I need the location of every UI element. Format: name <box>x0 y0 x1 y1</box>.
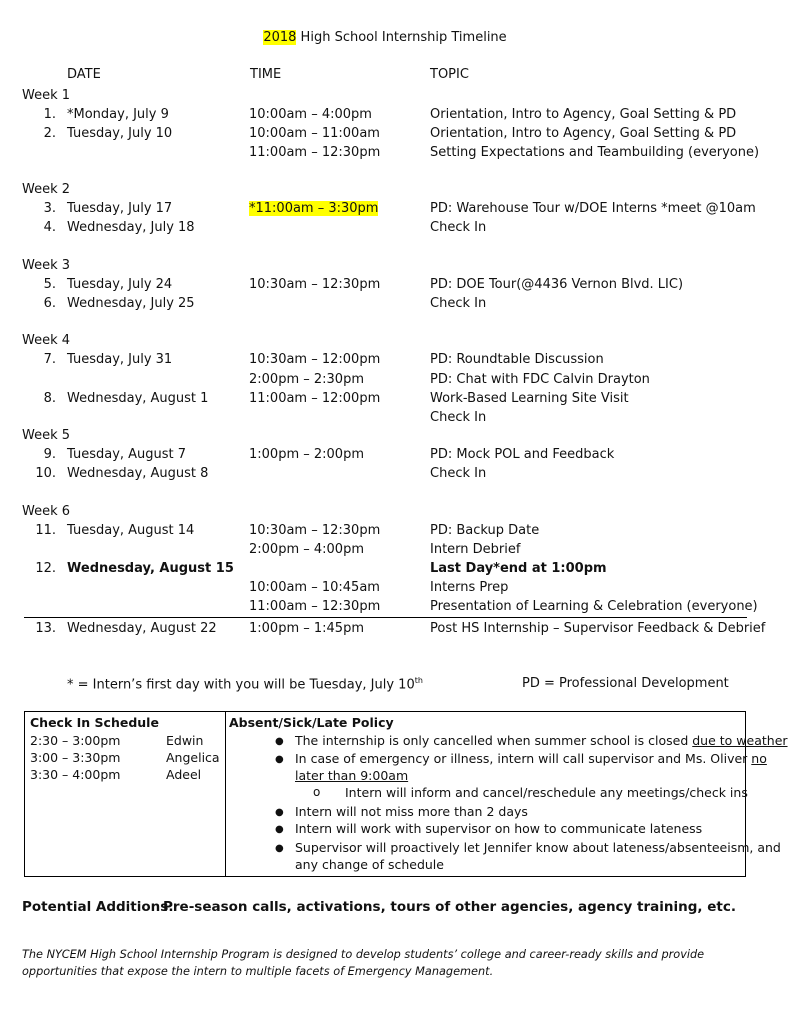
row-time: 2:00pm – 4:00pm <box>249 542 364 557</box>
row-topic: Intern Debrief <box>430 542 521 557</box>
page-title <box>0 30 770 45</box>
header-time: TIME <box>250 67 282 82</box>
week-label: Week 4 <box>22 333 71 348</box>
row-date: Tuesday, August 7 <box>67 447 187 462</box>
row-date: Tuesday, July 31 <box>67 352 173 367</box>
bullet-icon: ● <box>275 843 284 854</box>
row-date: Wednesday, August 8 <box>67 466 209 481</box>
row-number: 2. <box>43 126 56 141</box>
schedule-row <box>0 277 770 296</box>
policy-item-cont: any change of schedule <box>295 857 444 872</box>
policy-underline: later than 9:00am <box>295 768 409 783</box>
schedule-row <box>0 561 770 580</box>
checkin-name: Angelica <box>166 750 220 765</box>
schedule-row <box>0 107 770 126</box>
checkin-name: Adeel <box>166 767 202 782</box>
policy-item <box>295 733 788 748</box>
schedule-row <box>0 523 770 542</box>
row-time-highlighted: *11:00am – 3:30pm <box>249 201 379 216</box>
row-topic: PD: DOE Tour(@4436 Vernon Blvd. LIC) <box>430 277 684 292</box>
divider-line <box>24 617 747 618</box>
row-number: 6. <box>43 296 56 311</box>
footnote-text: * = Intern’s first day with you will be Tuesday, July 10 <box>67 677 415 693</box>
row-time: 10:30am – 12:30pm <box>249 523 381 538</box>
schedule-row <box>0 145 770 164</box>
checkin-time: 3:00 – 3:30pm <box>30 750 121 765</box>
row-time: 11:00am – 12:00pm <box>249 391 381 406</box>
footnote-sup: th <box>414 676 423 685</box>
bullet-icon: ● <box>275 754 284 765</box>
schedule-row <box>0 201 770 220</box>
row-date: Wednesday, August 22 <box>67 621 217 636</box>
row-time: 10:00am – 10:45am <box>249 580 380 595</box>
row-topic: Orientation, Intro to Agency, Goal Setting & PD <box>430 126 737 141</box>
row-topic: Check In <box>430 466 487 481</box>
schedule-row <box>0 466 770 485</box>
sub-bullet-icon: o <box>313 785 321 799</box>
week-label: Week 2 <box>22 182 71 197</box>
row-number: 7. <box>43 352 56 367</box>
row-number: 13. <box>35 621 56 636</box>
row-topic: Post HS Internship – Supervisor Feedback & Debrief <box>430 621 766 636</box>
row-topic: Check In <box>430 296 487 311</box>
policy-item: Intern will work with supervisor on how to communicate lateness <box>295 821 703 836</box>
row-date: Tuesday, July 24 <box>67 277 173 292</box>
row-time: 10:00am – 4:00pm <box>249 107 372 122</box>
schedule-row <box>0 580 770 599</box>
row-topic: PD: Warehouse Tour w/DOE Interns *meet @10am <box>430 201 756 216</box>
row-time: 11:00am – 12:30pm <box>249 599 381 614</box>
row-topic: PD: Mock POL and Feedback <box>430 447 615 462</box>
schedule-row <box>0 542 770 561</box>
row-topic: Setting Expectations and Teambuilding (everyone) <box>430 145 760 160</box>
row-topic: Interns Prep <box>430 580 509 595</box>
schedule-row <box>0 621 770 640</box>
week-label: Week 3 <box>22 258 71 273</box>
policy-title: Absent/Sick/Late Policy <box>229 715 394 730</box>
row-date: Wednesday, July 25 <box>67 296 195 311</box>
week-label: Week 6 <box>22 504 71 519</box>
row-number: 12. <box>35 561 56 576</box>
policy-item: Intern will not miss more than 2 days <box>295 804 528 819</box>
program-mission: The NYCEM High School Internship Program is designed to develop students’ college and career-ready skills and provide opportunities that expose the intern to multiple facets of Emergency Management. <box>22 948 705 978</box>
bullet-icon: ● <box>275 736 284 747</box>
row-time: 10:30am – 12:30pm <box>249 277 381 292</box>
row-date: Wednesday, August 1 <box>67 391 209 406</box>
week-label: Week 1 <box>22 88 71 103</box>
first-day-footnote <box>67 676 423 692</box>
schedule-row <box>0 296 770 315</box>
policy-underline: no <box>751 751 767 766</box>
policy-item <box>295 751 767 766</box>
schedule-row <box>0 447 770 466</box>
row-topic: PD: Backup Date <box>430 523 540 538</box>
checkin-time: 2:30 – 3:00pm <box>30 733 121 748</box>
policy-underline: due to weather <box>692 733 788 748</box>
schedule-row <box>0 126 770 145</box>
schedule-row <box>0 599 770 618</box>
row-time: 10:30am – 12:00pm <box>249 352 381 367</box>
box-divider <box>225 712 226 876</box>
row-topic: Orientation, Intro to Agency, Goal Setting & PD <box>430 107 737 122</box>
row-number: 3. <box>43 201 56 216</box>
schedule-policy-box <box>24 711 788 877</box>
checkin-name: Edwin <box>166 733 204 748</box>
header-date: DATE <box>67 67 101 82</box>
bullet-icon: ● <box>275 807 284 818</box>
pd-legend: PD = Professional Development <box>522 676 729 691</box>
row-number: 5. <box>43 277 56 292</box>
checkin-title: Check In Schedule <box>30 715 159 730</box>
additions-text: Pre-season calls, activations, tours of other agencies, agency training, etc. <box>163 899 736 915</box>
row-date: Wednesday, July 18 <box>67 220 195 235</box>
row-time: 2:00pm – 2:30pm <box>249 372 364 387</box>
title-year: 2018 <box>263 30 297 45</box>
row-topic: Check In <box>430 410 487 425</box>
schedule-row <box>0 352 770 371</box>
row-number: 8. <box>43 391 56 406</box>
row-time: 1:00pm – 2:00pm <box>249 447 364 462</box>
header-topic: TOPIC <box>430 67 469 82</box>
row-number: 11. <box>35 523 56 538</box>
row-topic: Presentation of Learning & Celebration (everyone) <box>430 599 758 614</box>
title-text: High School Internship Timeline <box>296 30 507 45</box>
schedule-row <box>0 220 770 239</box>
policy-item: Supervisor will proactively let Jennifer know about lateness/absenteeism, and <box>295 840 781 855</box>
row-number: 10. <box>35 466 56 481</box>
row-topic: PD: Roundtable Discussion <box>430 352 604 367</box>
row-date: Tuesday, August 14 <box>67 523 195 538</box>
row-topic: Check In <box>430 220 487 235</box>
row-topic: Work-Based Learning Site Visit <box>430 391 629 406</box>
week-label: Week 5 <box>22 428 71 443</box>
row-date: *Monday, July 9 <box>67 107 169 122</box>
row-topic: PD: Chat with FDC Calvin Drayton <box>430 372 650 387</box>
row-date: Tuesday, July 10 <box>67 126 173 141</box>
row-number: 9. <box>43 447 56 462</box>
additions-label: Potential Additions: <box>22 899 174 915</box>
row-time: 11:00am – 12:30pm <box>249 145 381 160</box>
row-number: 1. <box>43 107 56 122</box>
policy-text: The internship is only cancelled when summer school is closed <box>295 733 693 748</box>
policy-text: In case of emergency or illness, intern will call supervisor and Ms. Oliver <box>295 751 752 766</box>
row-topic: Last Day*end at 1:00pm <box>430 561 607 576</box>
policy-subitem: Intern will inform and cancel/reschedule any meetings/check ins <box>345 785 748 800</box>
row-date: Wednesday, August 15 <box>67 561 234 576</box>
row-date: Tuesday, July 17 <box>67 201 173 216</box>
schedule-row <box>0 372 770 391</box>
row-number: 4. <box>43 220 56 235</box>
schedule-row <box>0 391 770 410</box>
checkin-time: 3:30 – 4:00pm <box>30 767 121 782</box>
row-time: 1:00pm – 1:45pm <box>249 621 364 636</box>
schedule-row <box>0 410 770 429</box>
row-time: 10:00am – 11:00am <box>249 126 380 141</box>
bullet-icon: ● <box>275 824 284 835</box>
